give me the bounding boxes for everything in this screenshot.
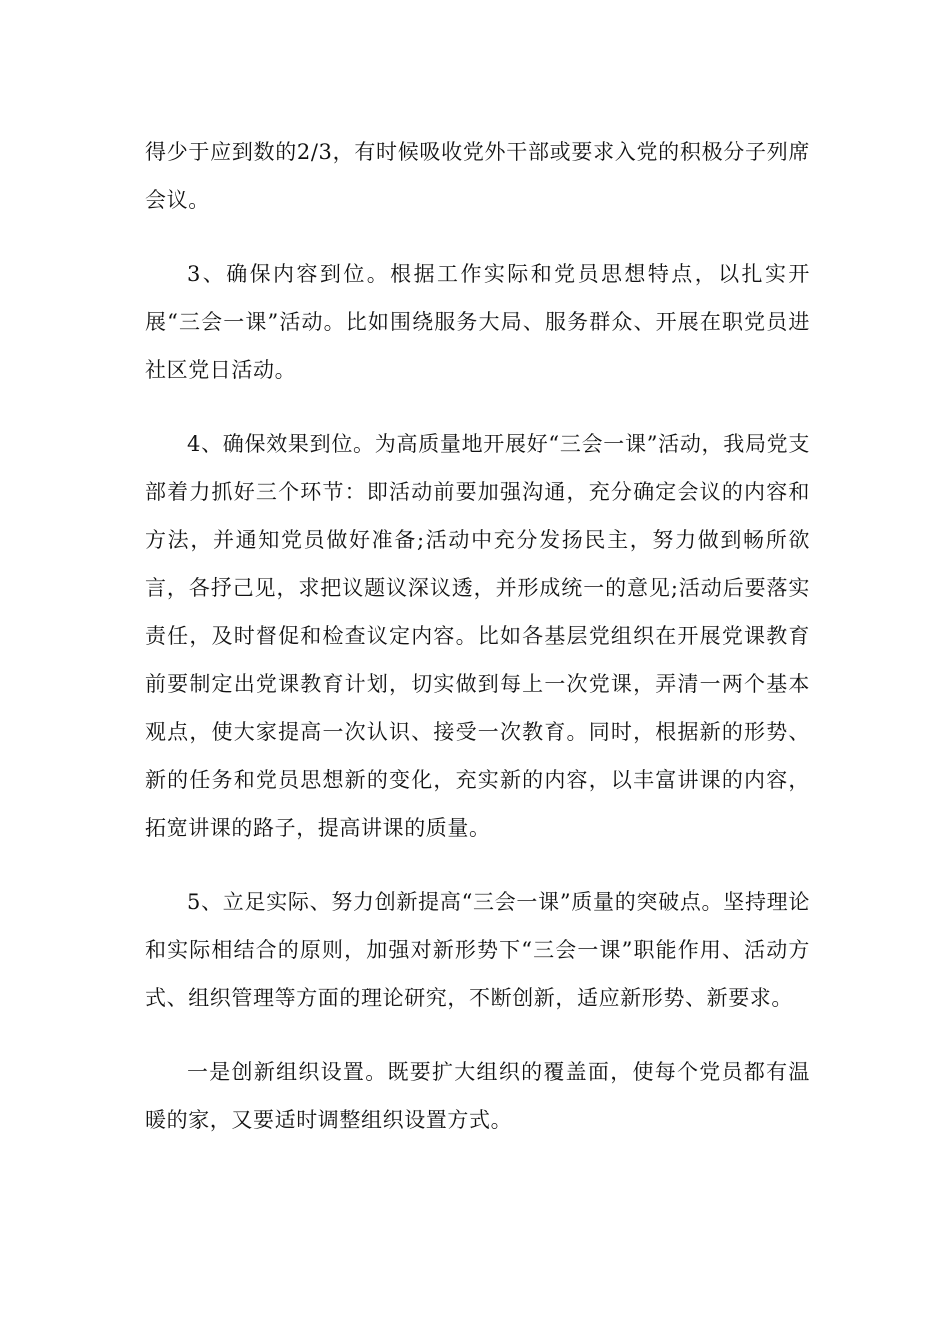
document-body <box>145 128 810 1170</box>
paragraph-item-4: 4、确保效果到位。为高质量地开展好“三会一课”活动，我局党支部着力抓好三个环节：即活动前要加强沟通，充分确定会议的内容和方法，并通知党员做好准备;活动中充分发扬民主，努力做到畅所欲言，各抒己见，求把议题议深议透，并形成统一的意见;活动后要落实责任，及时督促和检查议定内容。比如各基层党组织在开展党课教育前要制定出党课教育计划，切实做到每上一次党课，弄清一两个基本观点，使大家提高一次认识、接受一次教育。同时，根据新的形势、新的任务和党员思想新的变化，充实新的内容，以丰富讲课的内容，拓宽讲课的路子，提高讲课的质量。 <box>145 432 810 840</box>
paragraph-item-3: 3、确保内容到位。根据工作实际和党员思想特点，以扎实开展“三会一课”活动。比如围绕服务大局、服务群众、开展在职党员进社区党日活动。 <box>145 262 810 382</box>
paragraph-item-5: 5、立足实际、努力创新提高“三会一课”质量的突破点。坚持理论和实际相结合的原则，加强对新形势下“三会一课”职能作用、活动方式、组织管理等方面的理论研究，不断创新，适应新形势、新要求。 <box>145 890 810 1010</box>
paragraph-point-1: 一是创新组织设置。既要扩大组织的覆盖面，使每个党员都有温暖的家，又要适时调整组织设置方式。 <box>145 1060 810 1132</box>
paragraph-continuation: 得少于应到数的2/3，有时候吸收党外干部或要求入党的积极分子列席会议。 <box>145 140 810 212</box>
